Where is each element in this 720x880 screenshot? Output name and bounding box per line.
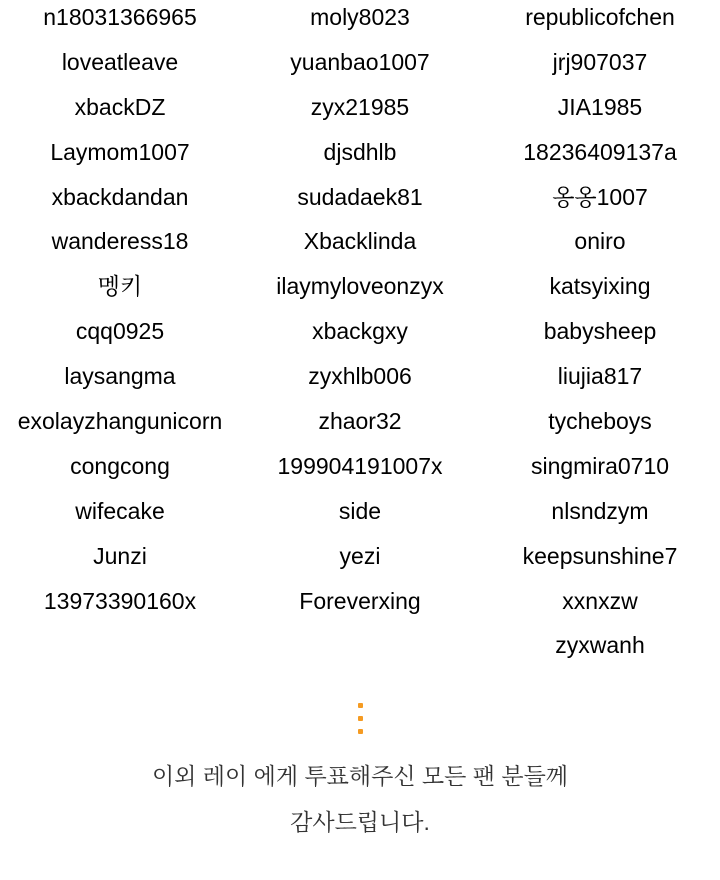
username: xbackDZ <box>74 93 166 120</box>
username: ilaymyloveonzyx <box>276 273 444 300</box>
thank-you-line-1: 이외 레이 에게 투표해주신 모든 팬 분들께 <box>151 763 569 789</box>
username: babysheep <box>543 318 657 345</box>
username: zyxhlb006 <box>308 363 412 390</box>
username: djsdhlb <box>323 138 397 165</box>
username: moly8023 <box>310 4 410 30</box>
username: cqq0925 <box>75 318 165 345</box>
username: republicofchen <box>525 4 675 30</box>
username: tycheboys <box>548 408 652 435</box>
username: yuanbao1007 <box>290 48 430 75</box>
username: sudadaek81 <box>297 183 423 210</box>
username: katsyixing <box>549 273 651 300</box>
username: 199904191007x <box>277 452 443 479</box>
username: zhaor32 <box>318 408 402 435</box>
username: wanderess18 <box>51 228 189 255</box>
ellipsis-dot <box>358 703 363 708</box>
username: n18031366965 <box>43 4 197 30</box>
username: side <box>338 497 382 524</box>
username: xbackgxy <box>312 318 408 345</box>
username: yezi <box>339 542 381 569</box>
username: liujia817 <box>557 363 643 390</box>
username: laysangma <box>64 363 176 390</box>
username: 옹옹1007 <box>552 183 648 210</box>
thank-you-line-2: 감사드립니다. <box>290 809 430 835</box>
ellipsis-dot <box>358 729 363 734</box>
username: nlsndzym <box>551 497 649 524</box>
username: oniro <box>574 228 626 255</box>
username: Xbacklinda <box>303 228 417 255</box>
username: xxnxzw <box>562 587 638 614</box>
username-column-1 <box>0 0 240 668</box>
username: congcong <box>70 452 170 479</box>
username: loveatleave <box>61 48 179 75</box>
username: keepsunshine7 <box>522 542 678 569</box>
ellipsis-dot <box>358 716 363 721</box>
thank-you-message <box>0 753 720 845</box>
username: exolayzhangunicorn <box>17 408 223 435</box>
username: wifecake <box>75 497 165 524</box>
username: jrj907037 <box>552 48 648 75</box>
username: Laymom1007 <box>50 138 190 165</box>
username-column-3 <box>480 0 720 668</box>
username: JIA1985 <box>557 93 643 120</box>
username: zyx21985 <box>310 93 410 120</box>
username: 13973390160x <box>43 587 197 614</box>
username-column-2 <box>240 0 480 668</box>
username: xbackdandan <box>51 183 189 210</box>
username: zyxwanh <box>555 632 645 659</box>
username: 18236409137a <box>523 138 677 165</box>
username: Junzi <box>93 542 147 569</box>
username: Foreverxing <box>299 587 421 614</box>
username: singmira0710 <box>530 452 670 479</box>
more-names-ellipsis <box>0 703 720 734</box>
username: 멩키 <box>97 273 143 300</box>
